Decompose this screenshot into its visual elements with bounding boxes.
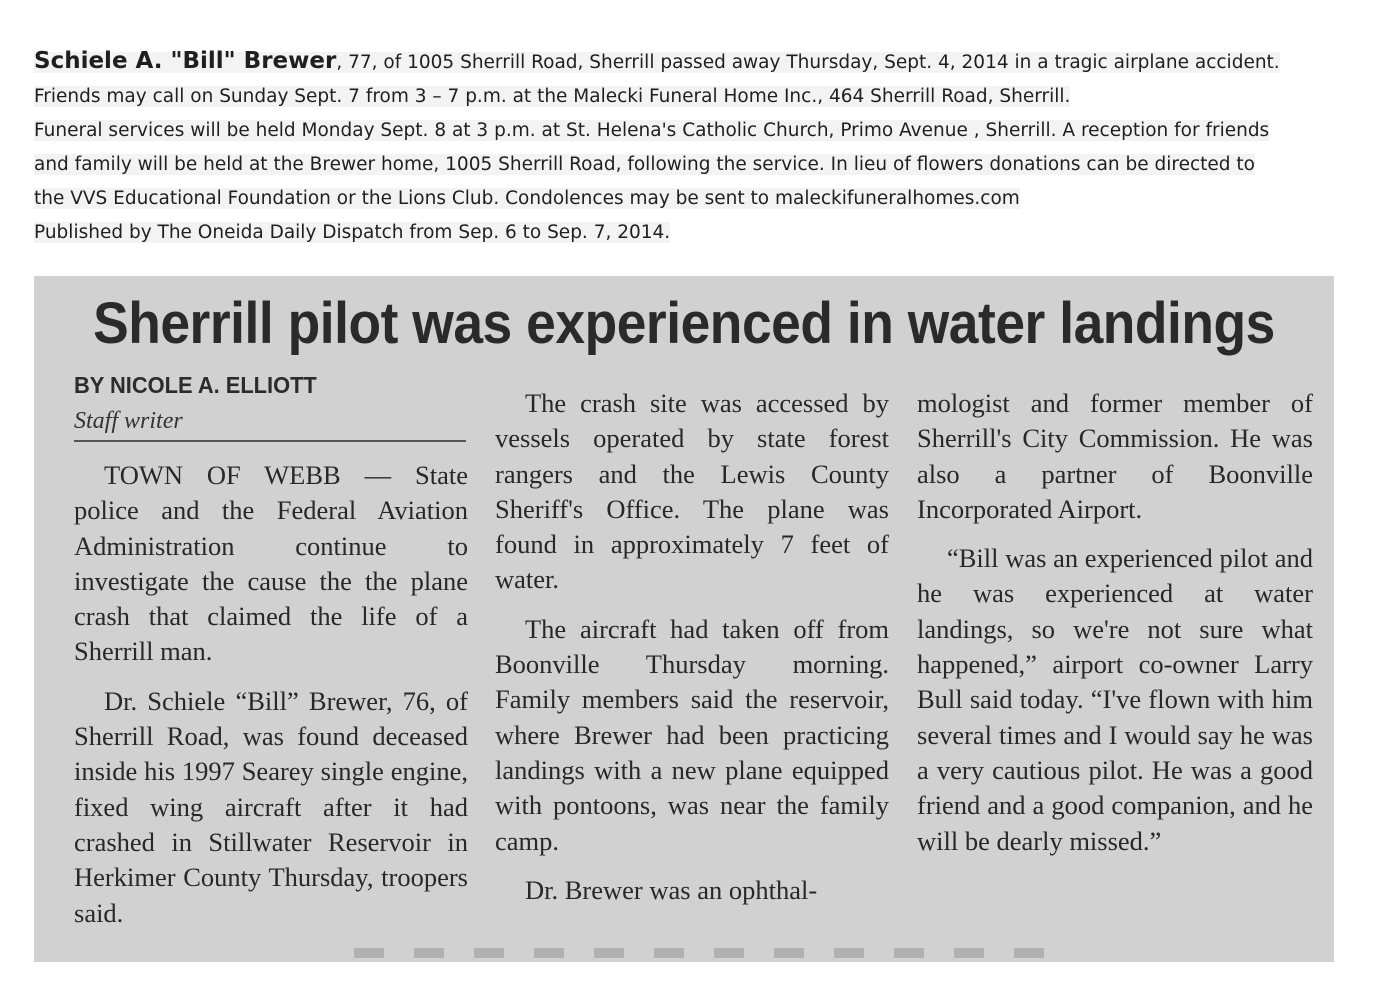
column-1-paragraph-2: Dr. Schiele “Bill” Brewer, 76, of Sherrill Road, was found deceased inside his 1997 Searey single engine, fixed wing aircraft after it had crashed in Stillwater Reservoir in Herkimer County Thursday, troopers said. bbox=[74, 685, 468, 928]
obituary-line-3-text: Funeral services will be held Monday Sept. 8 at 3 p.m. at St. Helena's Catholic Church, Primo Avenue , Sherrill. A reception for friends bbox=[34, 120, 1270, 141]
obituary-line-4-text: and family will be held at the Brewer home, 1005 Sherrill Road, following the service. In lieu of flowers donations can be directed to bbox=[34, 154, 1255, 175]
obituary-line-6 bbox=[34, 216, 1334, 250]
article-column-2 bbox=[495, 386, 889, 922]
deceased-name: Schiele A. "Bill" Brewer bbox=[34, 48, 337, 74]
obituary-line-1-text: , 77, of 1005 Sherrill Road, Sherrill passed away Thursday, Sept. 4, 2014 in a tragic airplane accident. bbox=[336, 52, 1280, 73]
column-3-paragraph-1: mologist and former member of Sherrill's City Commission. He was also a partner of Boonville Incorporated Airport. bbox=[917, 388, 1313, 524]
article-column-1 bbox=[74, 458, 468, 945]
clipping-byline: BY NICOLE A. ELLIOTT bbox=[74, 372, 317, 398]
column-1-paragraph-1: TOWN OF WEBB — State police and the Federal Aviation Administration continue to investigate the cause the the plane crash that claimed the life of a Sherrill man. bbox=[74, 460, 468, 667]
byline-divider bbox=[74, 440, 466, 442]
obituary-line-3 bbox=[34, 114, 1334, 148]
obituary-line-2-text: Friends may call on Sunday Sept. 7 from 3 – 7 p.m. at the Malecki Funeral Home Inc., 464 Sherrill Road, Sherrill. bbox=[34, 86, 1071, 107]
obituary-line-2 bbox=[34, 80, 1334, 114]
obituary-line-6-text: Published by The Oneida Daily Dispatch from Sep. 6 to Sep. 7, 2014. bbox=[34, 222, 671, 243]
obituary-line-4 bbox=[34, 148, 1334, 182]
column-2-paragraph-3: Dr. Brewer was an ophthal- bbox=[525, 874, 818, 905]
clipping-headline: Sherrill pilot was experienced in water landings bbox=[93, 291, 1275, 356]
article-column-3 bbox=[917, 386, 1313, 873]
column-2-paragraph-1: The crash site was accessed by vessels operated by state forest rangers and the Lewis County Sheriff's Office. The plane was found in approximately 7 feet of water. bbox=[495, 388, 889, 595]
obituary-text bbox=[34, 44, 1334, 250]
clipping-staff-role: Staff writer bbox=[74, 408, 183, 434]
column-2-paragraph-2: The aircraft had taken off from Boonville Thursday morning. Family members said the reservoir, where Brewer had been practicing landings with a new plane equipped with pontoons, was near the family camp. bbox=[495, 613, 889, 856]
cutoff-text-remnant bbox=[354, 948, 1054, 958]
obituary-line-5 bbox=[34, 182, 1334, 216]
obituary-line-1 bbox=[34, 44, 1334, 80]
obituary-line-5-text: the VVS Educational Foundation or the Lions Club. Condolences may be sent to maleckifuneralhomes.com bbox=[34, 188, 1020, 209]
newspaper-clipping bbox=[34, 276, 1334, 962]
column-3-paragraph-2: “Bill was an experienced pilot and he was experienced at water landings, so we're not sure what happened,” airport co-owner Larry Bull said today. “I've flown with him several times and I would say he was a very cautious pilot. He was a good friend and a good companion, and he will be dearly missed.” bbox=[917, 543, 1313, 856]
